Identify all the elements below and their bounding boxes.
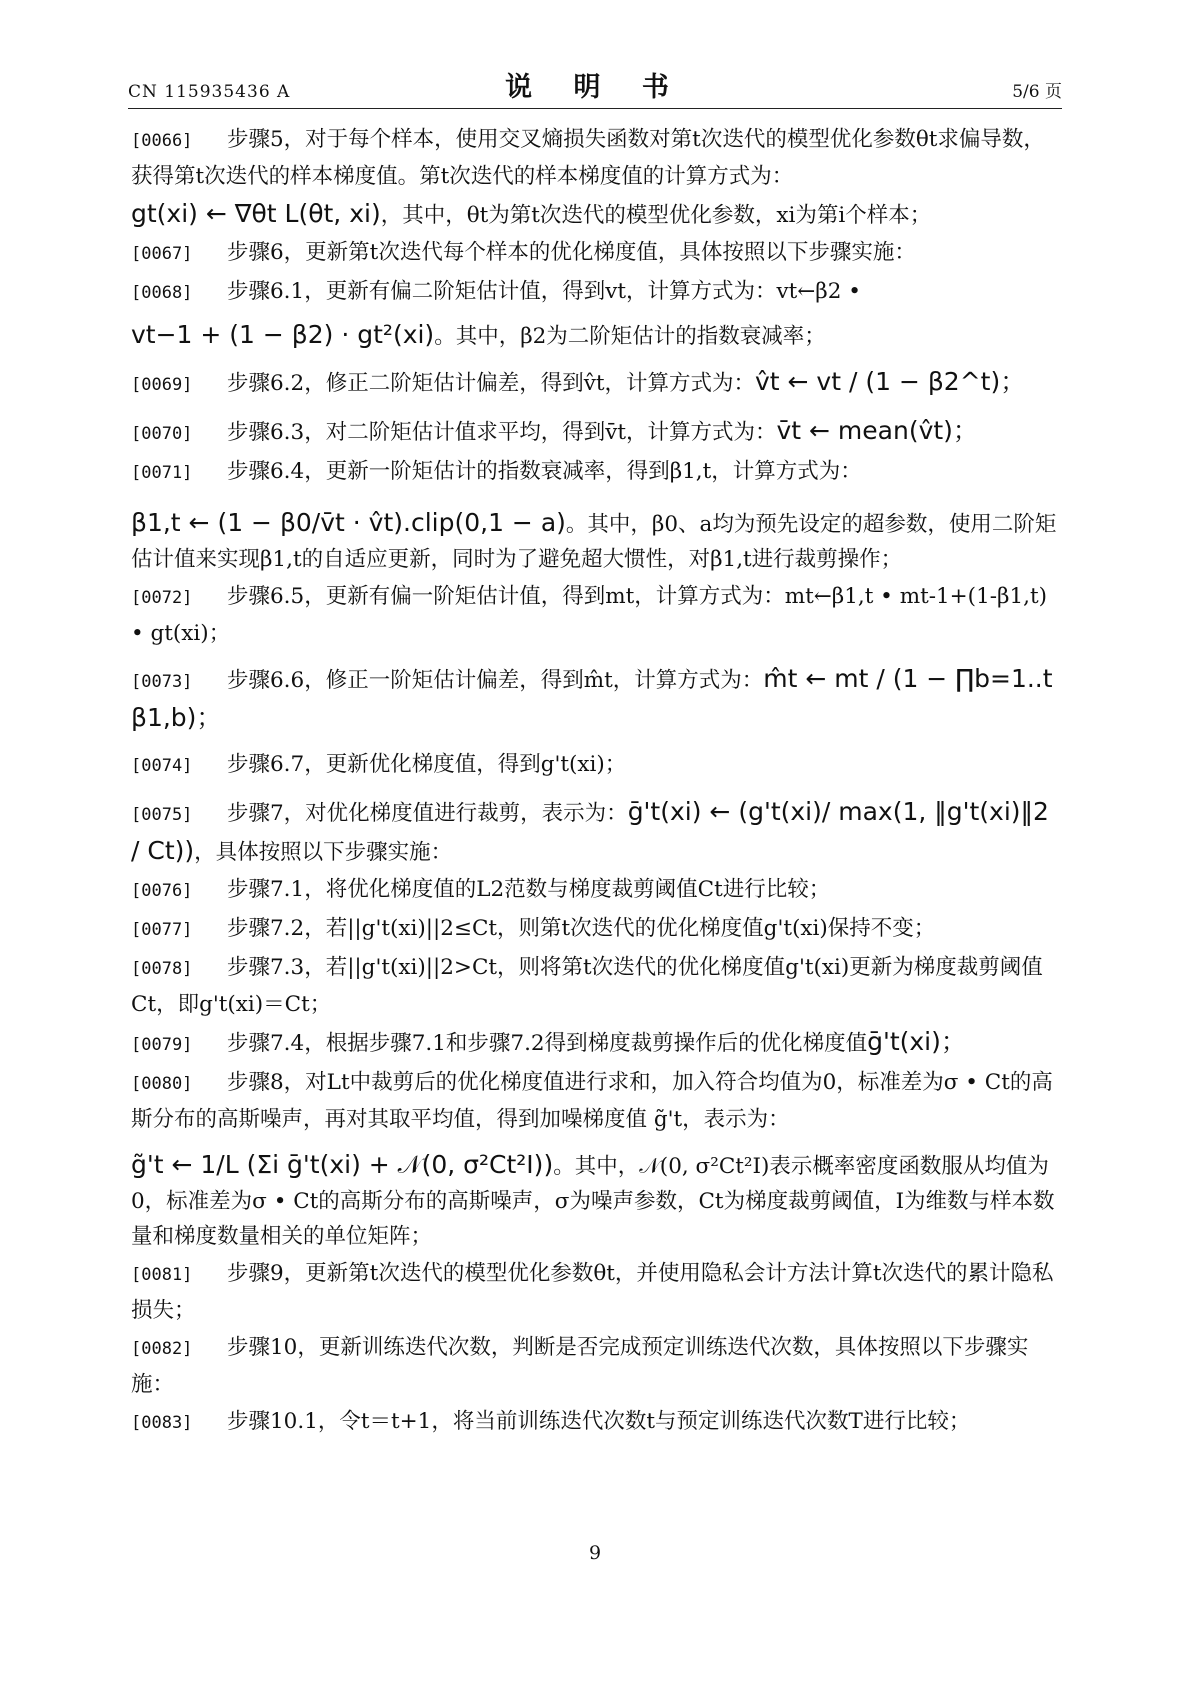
clipped-gradient-symbol: ḡ't(xi)； [867, 1027, 966, 1056]
formula-explanation: 。其中，𝒩(0, σ²Ct²I)表示概率密度函数服从均值为0，标准差为σ • Ct的高斯分布的高斯噪声，σ为噪声参数，Ct为梯度裁剪阈值，I为维数与样本数量和梯度数量相关的单位矩阵； [131, 1154, 1055, 1249]
bias-correction-formula: v̂t ← vt / (1 − β2^t)； [754, 367, 1026, 396]
paragraph-text: 步骤6，更新第t次迭代每个样本的优化梯度值，具体按照以下步骤实施： [227, 240, 916, 265]
beta-formula: β1,t ← (1 − β0/v̄t · v̂t).clip(0,1 − a) [131, 508, 566, 537]
paragraph-0078 [131, 950, 1061, 1022]
paragraph-text: 步骤7.1，将优化梯度值的L2范数与梯度裁剪阈值Ct进行比较； [227, 877, 831, 902]
gradient-formula: gt(xi) ← ∇θt L(θt, xi) [131, 199, 381, 228]
paragraph-text: 步骤6.4，更新一阶矩估计的指数衰减率，得到β1,t，计算方式为： [227, 459, 862, 484]
formula-line-beta [131, 505, 1061, 577]
paragraph-number: [0067] [131, 244, 193, 264]
paragraph-0083 [131, 1404, 1061, 1441]
noise-formula: g̃'t ← 1/L (Σi ḡ't(xi) + 𝒩(0, σ²Ct²I)) [131, 1150, 554, 1179]
paragraph-0073 [131, 661, 1061, 737]
paragraph-0070 [131, 413, 1061, 452]
paragraph-0068 [131, 274, 1061, 311]
paragraph-text: 步骤5，对于每个样本，使用交叉熵损失函数对第t次迭代的模型优化参数θt求偏导数，获得第t次迭代的样本梯度值。第t次迭代的样本梯度值的计算方式为： [131, 127, 1045, 189]
paragraph-number: [0078] [131, 959, 193, 979]
paragraph-text: 步骤6.5，更新有偏一阶矩估计值，得到mt，计算方式为：mt←β1,t • mt-1+(1-β1,t) • gt(xi)； [131, 584, 1047, 646]
paragraph-text: 步骤7.3，若||g't(xi)||2>Ct，则将第t次迭代的优化梯度值g't(xi)更新为梯度裁剪阈值Ct，即g't(xi)＝Ct； [131, 955, 1043, 1017]
paragraph-0075 [131, 794, 1061, 870]
document-title: 说 明 书 [505, 72, 685, 103]
paragraph-number: [0072] [131, 588, 193, 608]
paragraph-text: 步骤7.2，若||g't(xi)||2≤Ct，则第t次迭代的优化梯度值g't(xi)保持不变； [227, 916, 936, 941]
paragraph-number: [0071] [131, 463, 193, 483]
paragraph-0081 [131, 1256, 1061, 1328]
paragraph-text: 步骤6.3，对二阶矩估计值求平均，得到v̄t，计算方式为： [227, 420, 777, 445]
paragraph-text: 步骤6.6，修正一阶矩估计偏差，得到m̂t，计算方式为： [227, 668, 764, 693]
paragraph-text: 步骤8，对Lt中裁剪后的优化梯度值进行求和，加入符合均值为0，标准差为σ • Ct的高斯分布的高斯噪声，再对其取平均值，得到加噪梯度值 g̃'t，表示为： [131, 1070, 1053, 1132]
paragraph-text: 步骤6.2，修正二阶矩估计偏差，得到v̂t，计算方式为： [227, 371, 755, 396]
paragraph-number: [0081] [131, 1265, 193, 1285]
page-header [128, 66, 1062, 109]
paragraph-0074 [131, 747, 1061, 784]
clipping-formula: ḡ't(xi) ← (g't(xi)/ max(1, ‖g't(xi)‖2 / Ct)) [131, 797, 1049, 865]
paragraph-number: [0068] [131, 283, 193, 303]
paragraph-number: [0077] [131, 920, 193, 940]
paragraph-text: 步骤6.7，更新优化梯度值，得到g't(xi)； [227, 752, 627, 777]
second-moment-formula: vt−1 + (1 − β2) · gt²(xi) [131, 320, 435, 349]
paragraph-text: 步骤10.1，令t＝t+1，将当前训练迭代次数t与预定训练迭代次数T进行比较； [227, 1409, 971, 1434]
paragraph-0077 [131, 911, 1061, 948]
formula-line-gradient [131, 196, 1061, 233]
paragraph-number: [0070] [131, 424, 193, 444]
formula-line-noise [131, 1147, 1061, 1254]
paragraph-number: [0076] [131, 881, 193, 901]
paragraph-0079 [131, 1024, 1061, 1063]
first-moment-correction-formula: m̂t ← mt / (1 − ∏b=1..t β1,b)； [131, 664, 1053, 732]
paragraph-0076 [131, 872, 1061, 909]
paragraph-number: [0074] [131, 756, 193, 776]
paragraph-text: 步骤9，更新第t次迭代的模型优化参数θt，并使用隐私会计方法计算t次迭代的累计隐私损失； [131, 1261, 1054, 1323]
paragraph-text: 步骤6.1，更新有偏二阶矩估计值，得到vt，计算方式为：vt←β2 • [227, 279, 861, 304]
page-indicator: 5/6 页 [1012, 82, 1062, 102]
formula-line-second-moment [131, 317, 1061, 354]
paragraph-number: [0069] [131, 375, 193, 395]
paragraph-text: 步骤10，更新训练迭代次数，判断是否完成预定训练迭代次数，具体按照以下步骤实施： [131, 1335, 1029, 1397]
paragraph-number: [0073] [131, 672, 193, 692]
paragraph-0067 [131, 235, 1061, 272]
paragraph-number: [0080] [131, 1074, 193, 1094]
paragraph-0071 [131, 454, 1061, 491]
paragraph-text: 步骤7，对优化梯度值进行裁剪，表示为： [227, 801, 628, 826]
patent-number: CN 115935436 A [128, 82, 291, 102]
paragraph-0066 [131, 122, 1061, 194]
paragraph-0082 [131, 1330, 1061, 1402]
document-body [131, 122, 1061, 1443]
paragraph-text: 步骤7.4，根据步骤7.1和步骤7.2得到梯度裁剪操作后的优化梯度值 [227, 1031, 868, 1056]
formula-explanation: ，其中，θt为第t次迭代的模型优化参数，xi为第i个样本； [380, 203, 932, 228]
mean-formula: v̄t ← mean(v̂t)； [776, 416, 978, 445]
paragraph-0072 [131, 579, 1061, 651]
formula-explanation: 。其中，β0、a均为预先设定的超参数，使用二阶矩估计值来实现β1,t的自适应更新，同时为了避免超大惯性，对β1,t进行裁剪操作； [131, 512, 1057, 572]
paragraph-number: [0083] [131, 1413, 193, 1433]
paragraph-number: [0079] [131, 1035, 193, 1055]
page-number: 9 [588, 1542, 602, 1564]
paragraph-number: [0066] [131, 131, 193, 151]
paragraph-number: [0075] [131, 805, 193, 825]
paragraph-number: [0082] [131, 1339, 193, 1359]
paragraph-text-continued: ，具体按照以下步骤实施： [194, 840, 453, 865]
paragraph-0069 [131, 364, 1061, 403]
paragraph-0080 [131, 1065, 1061, 1137]
formula-explanation: 。其中，β2为二阶矩估计的指数衰减率； [434, 324, 826, 349]
